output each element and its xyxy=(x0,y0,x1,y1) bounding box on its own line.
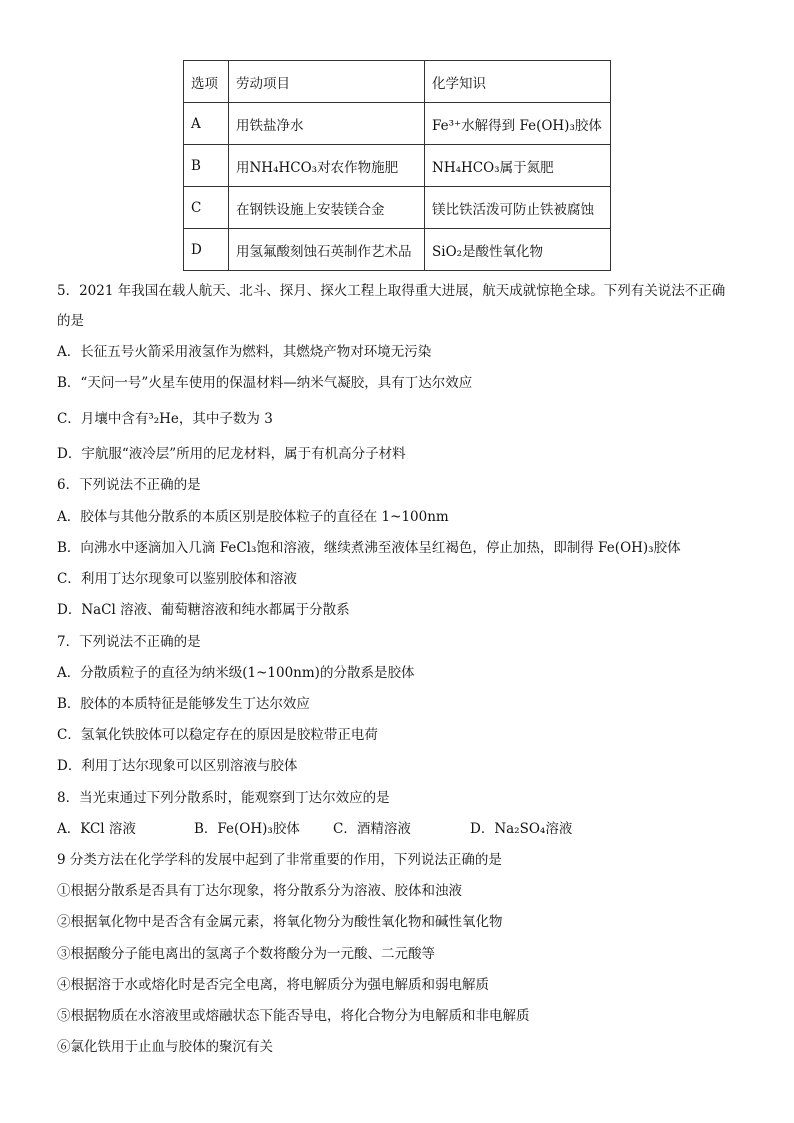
q9-item-1: ①根据分散系是否具有丁达尔现象，将分散系分为溶液、胶体和浊液 xyxy=(57,883,462,899)
table-header-cell: 劳动项目 xyxy=(229,61,425,103)
q7-option-c: C．氢氧化铁胶体可以稳定存在的原因是胶粒带正电荷 xyxy=(57,727,378,743)
table-header-row xyxy=(184,61,611,103)
q5-option-c: C．月壤中含有³₂He，其中子数为 3 xyxy=(57,411,273,427)
table-cell: A xyxy=(184,103,229,145)
q8-option-c: C．酒精溶液 xyxy=(333,821,411,837)
table-cell: Fe³⁺水解得到 Fe(OH)₃胶体 xyxy=(425,103,611,145)
q5-stem-line2: 的是 xyxy=(57,313,84,329)
table-row xyxy=(184,187,611,229)
labor-chemistry-table xyxy=(183,60,611,271)
table-cell: SiO₂是酸性氧化物 xyxy=(425,229,611,271)
q6-option-d: D．NaCl 溶液、葡萄糖溶液和纯水都属于分散系 xyxy=(57,602,350,618)
q9-item-4: ④根据溶于水或熔化时是否完全电离，将电解质分为强电解质和弱电解质 xyxy=(57,977,489,993)
q6-option-b: B．向沸水中逐滴加入几滴 FeCl₃饱和溶液，继续煮沸至液体呈红褐色，停止加热，即制得 Fe(OH)₃胶体 xyxy=(57,540,681,556)
q8-stem: 8．当光束通过下列分散系时，能观察到丁达尔效应的是 xyxy=(57,790,390,806)
q9-item-6: ⑥氯化铁用于止血与胶体的聚沉有关 xyxy=(57,1039,273,1055)
table-row xyxy=(184,145,611,187)
table-cell: 在钢铁设施上安装镁合金 xyxy=(229,187,425,229)
q6-option-c: C．利用丁达尔现象可以鉴别胶体和溶液 xyxy=(57,571,297,587)
q7-option-d: D．利用丁达尔现象可以区别溶液与胶体 xyxy=(57,758,298,774)
q6-stem: 6．下列说法不正确的是 xyxy=(57,477,201,493)
q6-option-a: A．胶体与其他分散系的本质区别是胶体粒子的直径在 1~100nm xyxy=(57,509,449,525)
q5-option-a: A．长征五号火箭采用液氢作为燃料，其燃烧产物对环境无污染 xyxy=(57,344,432,360)
q8-option-b: B．Fe(OH)₃胶体 xyxy=(194,821,300,837)
table-cell: 用NH₄HCO₃对农作物施肥 xyxy=(229,145,425,187)
table-header-cell: 化学知识 xyxy=(425,61,611,103)
q7-stem: 7．下列说法不正确的是 xyxy=(57,634,201,650)
q8-option-a: A．KCl 溶液 xyxy=(57,821,136,837)
table-cell: C xyxy=(184,187,229,229)
table-cell: 用氢氟酸刻蚀石英制作艺术品 xyxy=(229,229,425,271)
table-header-cell: 选项 xyxy=(184,61,229,103)
q7-option-b: B．胶体的本质特征是能够发生丁达尔效应 xyxy=(57,696,310,712)
q8-option-d: D．Na₂SO₄溶液 xyxy=(470,821,573,837)
q8-options-row xyxy=(57,819,657,839)
q9-item-2: ②根据氧化物中是否含有金属元素，将氧化物分为酸性氧化物和碱性氧化物 xyxy=(57,914,503,930)
q9-item-5: ⑤根据物质在水溶液里或熔融状态下能否导电，将化合物分为电解质和非电解质 xyxy=(57,1008,530,1024)
q5-option-d: D．宇航服“液冷层”所用的尼龙材料，属于有机高分子材料 xyxy=(57,446,406,462)
q7-option-a: A．分散质粒子的直径为纳米级(1~100nm)的分散系是胶体 xyxy=(57,665,415,681)
table-cell: D xyxy=(184,229,229,271)
q5-stem-line1: 5．2021 年我国在载人航天、北斗、探月、探火工程上取得重大进展，航天成就惊艳全球。下列有关说法不正确 xyxy=(57,283,726,299)
table-cell: B xyxy=(184,145,229,187)
q9-stem: 9 分类方法在化学学科的发展中起到了非常重要的作用，下列说法正确的是 xyxy=(57,852,502,868)
table-row xyxy=(184,229,611,271)
table-cell: 用铁盐净水 xyxy=(229,103,425,145)
q5-option-b: B．“天问一号”火星车使用的保温材料—纳米气凝胶，具有丁达尔效应 xyxy=(57,375,473,391)
table-row xyxy=(184,103,611,145)
q9-item-3: ③根据酸分子能电离出的氢离子个数将酸分为一元酸、二元酸等 xyxy=(57,946,435,962)
table-cell: 镁比铁活泼可防止铁被腐蚀 xyxy=(425,187,611,229)
table-cell: NH₄HCO₃属于氮肥 xyxy=(425,145,611,187)
